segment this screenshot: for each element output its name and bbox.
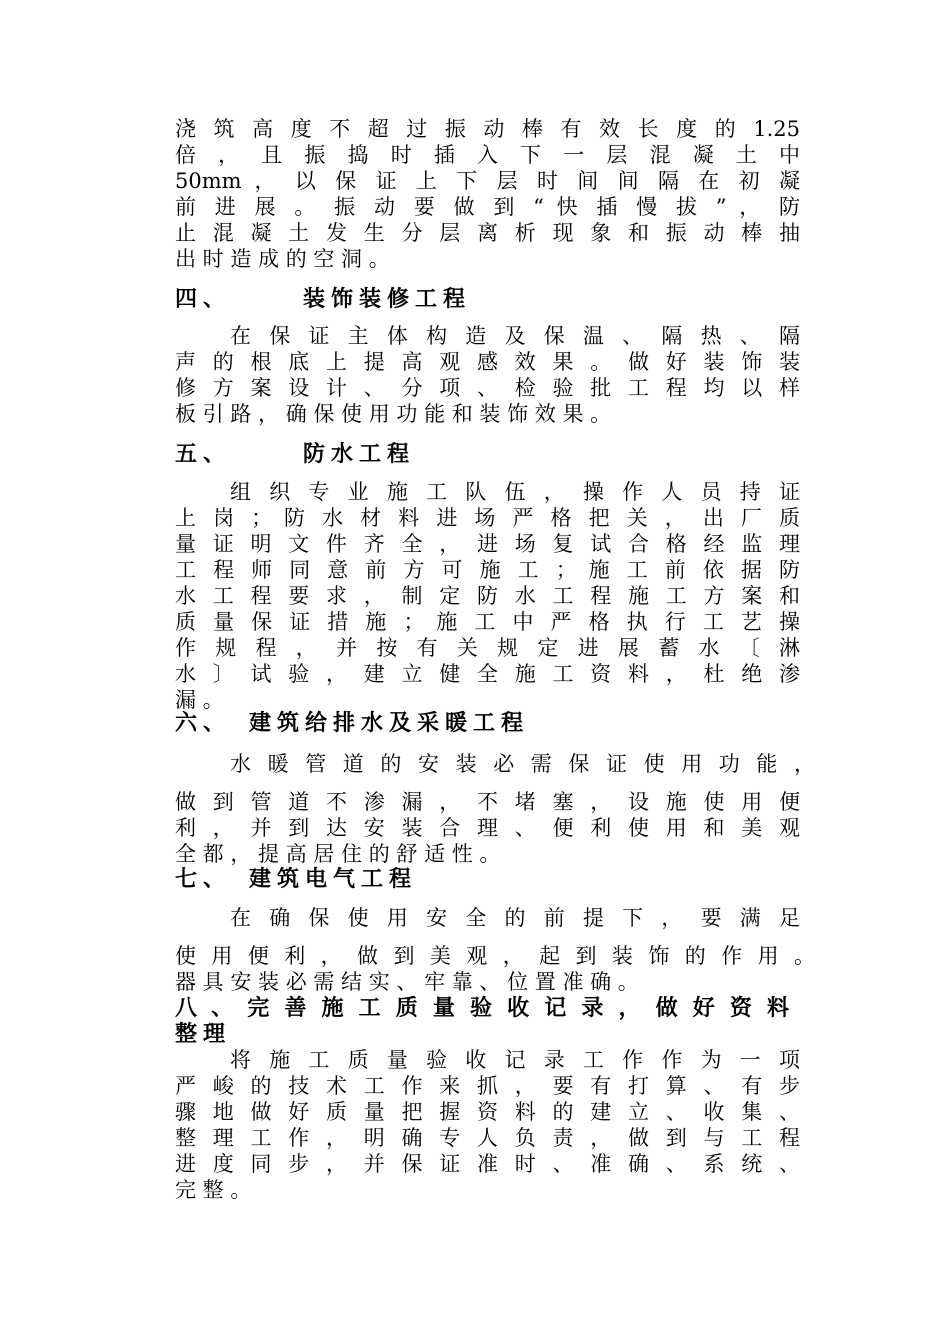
section-heading-continued: 整理: [175, 1022, 232, 1047]
text-line: 完 整 。: [175, 1178, 252, 1202]
text-line: 作 规 程 ， 并 按 有 关 规 定 进 展 蓄 水 〔 淋: [175, 636, 800, 660]
text-line: 整 理 工 作 ， 明 确 专 人 负 责 ， 做 到 与 工 程: [175, 1126, 800, 1150]
section-heading: [175, 995, 800, 1023]
text-line: 修 方 案 设 计 、 分 项 、 检 验 批 工 程 均 以 样: [175, 376, 800, 400]
section-title: 建筑给排水及采暖工程: [249, 711, 530, 736]
section-number: 七、: [175, 867, 232, 892]
text-line: 漏 。: [175, 688, 224, 712]
text-line: 器 具 安 装 必 需 结 实 、 牢 靠 、 位 置 准 确 。: [175, 970, 639, 994]
text-line: 做 到 管 道 不 渗 漏 ， 不 堵 塞 ， 设 施 使 用 便: [175, 790, 800, 814]
section-title: 防水工程: [303, 442, 416, 467]
section-heading: [175, 286, 471, 314]
section-heading: [175, 866, 417, 894]
text-line: 利 ， 并 到 达 安 装 合 理 、 便 利 使 用 和 美 观: [175, 816, 800, 840]
text-line: 上 岗 ； 防 水 材 料 进 场 严 格 把 关 ， 出 厂 质: [175, 506, 800, 530]
text-line: 严 峻 的 技 术 工 作 来 抓 ， 要 有 打 算 、 有 步: [175, 1074, 800, 1098]
section-heading: [175, 710, 529, 738]
text-line: 全 都 ， 提 高 居 住 的 舒 适 性 。: [175, 842, 501, 866]
text-line: 组 织 专 业 施 工 队 伍 ， 操 作 人 员 持 证: [230, 480, 800, 504]
text-line: 前 进 展 。 振 动 要 做 到 “ 快 插 慢 拔 ” ， 防: [175, 195, 800, 219]
section-heading: [175, 441, 415, 469]
text-line: 声 的 根 底 上 提 高 观 感 效 果 。 做 好 装 饰 装: [175, 350, 800, 374]
section-number: 四、: [175, 287, 232, 312]
section-number: 六、: [175, 711, 232, 736]
text-line: 水 〕 试 验 ， 建 立 健 全 施 工 资 料 ， 杜 绝 渗: [175, 662, 800, 686]
text-line: 量 证 明 文 件 齐 全 ， 进 场 复 试 合 格 经 监 理: [175, 532, 800, 556]
text-line: 质 量 保 证 措 施 ； 施 工 中 严 格 执 行 工 艺 操: [175, 610, 800, 634]
text-line: 50mm ， 以 保 证 上 下 层 时 间 间 隔 在 初 凝: [175, 169, 800, 193]
text-line: 水 暖 管 道 的 安 装 必 需 保 证 使 用 功 能 ，: [230, 752, 815, 776]
section-title: 建筑电气工程: [249, 867, 418, 892]
text-line: 骤 地 做 好 质 量 把 握 资 料 的 建 立 、 收 集 、: [175, 1100, 800, 1124]
text-line: 进 度 同 步 ， 并 保 证 准 时 、 准 确 、 系 统 、: [175, 1152, 800, 1176]
text-line: 将 施 工 质 量 验 收 记 录 工 作 作 为 一 项: [230, 1048, 800, 1072]
text-line: 水 工 程 要 求 ， 制 定 防 水 工 程 施 工 方 案 和: [175, 584, 800, 608]
text-line: 板 引 路 ， 确 保 使 用 功 能 和 装 饰 效 果 。: [175, 402, 612, 426]
text-line: 止 混 凝 土 发 生 分 层 离 析 现 象 和 振 动 棒 抽: [175, 221, 800, 245]
text-line: 倍 ， 且 振 捣 时 插 入 下 一 层 混 凝 土 中: [175, 143, 800, 167]
text-line: 在 确 保 使 用 安 全 的 前 提 下 ， 要 满 足: [230, 906, 800, 930]
section-number: 八、: [175, 996, 248, 1021]
section-number: 五、: [175, 442, 232, 467]
text-line: 浇 筑 高 度 不 超 过 振 动 棒 有 效 长 度 的 1.25: [175, 117, 800, 141]
section-title: 装饰装修工程: [303, 287, 472, 312]
section-title: 完善施工质量验收记录，做好资料: [247, 996, 800, 1021]
text-line: 出 时 造 成 的 空 洞 。: [175, 247, 390, 271]
text-line: 工 程 师 同 意 前 方 可 施 工 ； 施 工 前 依 据 防: [175, 558, 800, 582]
text-line: 在 保 证 主 体 构 造 及 保 温 、 隔 热 、 隔: [230, 324, 800, 348]
text-line: 使 用 便 利 ， 做 到 美 观 ， 起 到 装 饰 的 作 用 。: [175, 944, 815, 968]
